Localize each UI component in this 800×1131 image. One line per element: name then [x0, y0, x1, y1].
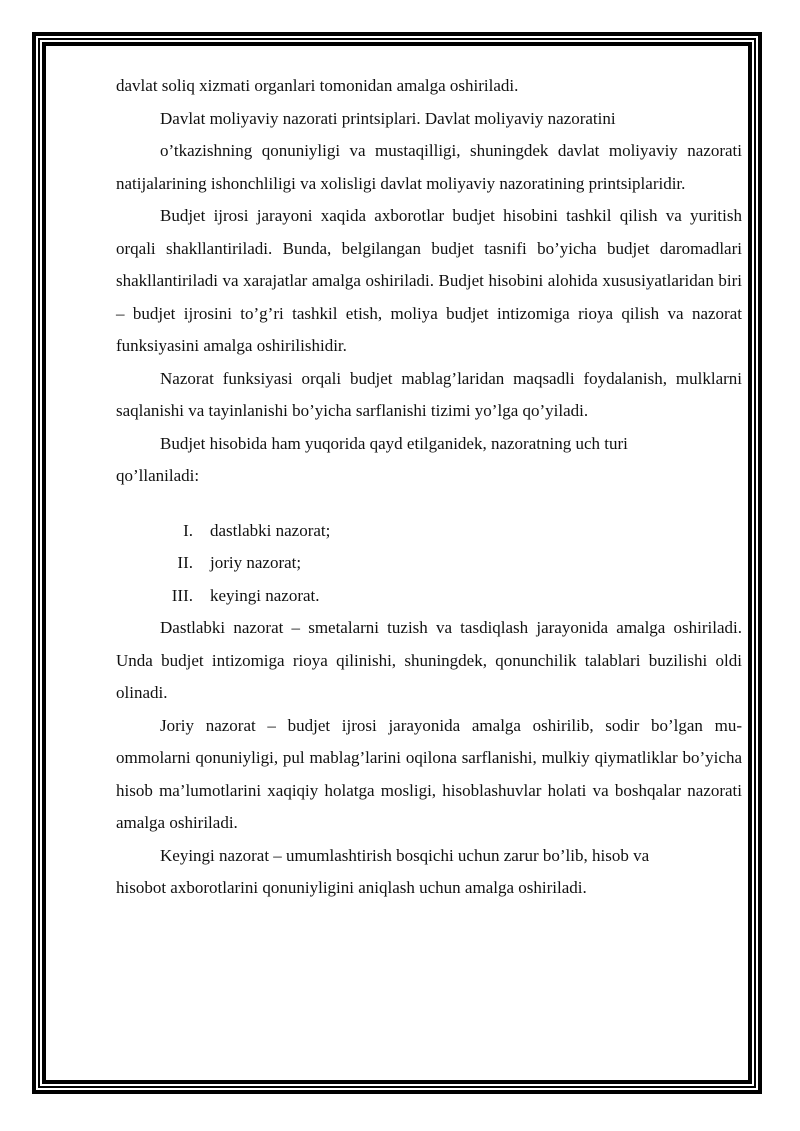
list-number: I. — [183, 520, 193, 540]
document-body — [116, 70, 742, 905]
paragraph: davlat soliq xizmati organlari tomonidan amalga oshiriladi. — [116, 76, 519, 95]
paragraph: Dastlabki nazorat – smetalarni tuzish va tasdiqlash jarayonida amalga oshiriladi. Unda budjet intizomiga rioya qilinishi, shuningdek, qonunchilik talablari buzilishi oldi olinadi. — [116, 618, 742, 702]
paragraphs-top — [116, 70, 742, 493]
list-item-text: dastlabki nazorat; — [210, 520, 331, 540]
paragraph: Budjet hisobida ham yuqorida qayd etilganidek, nazoratning uch turi — [160, 433, 628, 453]
paragraph: o’tkazishning qonuniyligi va mustaqilligi, shuningdek davlat moliyaviy nazorati natijalarining ishonchliligi va xolisligi davlat moliyaviy nazoratining printsiplaridir. — [116, 141, 742, 193]
list-item — [116, 547, 742, 580]
paragraph: Keyingi nazorat – umumlashtirish bosqichi uchun zarur bo’lib, hisob va — [160, 845, 650, 865]
list-number: III. — [171, 585, 193, 605]
list-number: II. — [177, 553, 193, 572]
paragraph: Budjet ijrosi jarayoni xaqida axborotlar budjet hisobini tashkil qilish va yuritish orqali shakllantiriladi. Bunda, belgilangan budjet tasnifi bo’yicha budjet daromadlari shakllantiriladi va xarajatlar amalga oshiriladi. Budjet hisobini alohida xususiyatlaridan biri – budjet ijrosini to’g’ri tashkil etish, moliya budjet intizomiga rioya qilish va nazorat funksiyasini amalga oshirilishidir. — [116, 206, 742, 355]
list-item — [116, 580, 742, 613]
paragraph: Davlat moliyaviy nazorati printsiplari. Davlat moliyaviy nazoratini — [160, 108, 616, 128]
paragraph: hisobot axborotlarini qonuniyligini aniqlash uchun amalga oshiriladi. — [116, 878, 587, 897]
list-item-text: keyingi nazorat. — [210, 585, 320, 605]
paragraphs-bottom — [116, 612, 742, 905]
control-types-list — [116, 515, 742, 613]
paragraph: Joriy nazorat – budjet ijrosi jarayonida amalga oshirilib, sodir bo’lgan mu-ommolarni qonuniyligi, pul mablag’larini oqilona sarflanishi, mulkiy qiymatliklar bo’yicha hisob ma’lumotlarini xaqiqiy holatga mosligi, hisoblashuvlar holati va boshqalar nazorati amalga oshiriladi. — [116, 715, 742, 832]
paragraph: Nazorat funksiyasi orqali budjet mablag’laridan maqsadli foydalanish, mulklarni saqlanishi va tayinlanishi bo’yicha sarflanishi tizimi yo’lga qo’yiladi. — [116, 368, 742, 420]
paragraph: qo’llaniladi: — [116, 466, 200, 485]
list-item — [116, 515, 742, 548]
list-item-text: joriy nazorat; — [210, 553, 302, 572]
